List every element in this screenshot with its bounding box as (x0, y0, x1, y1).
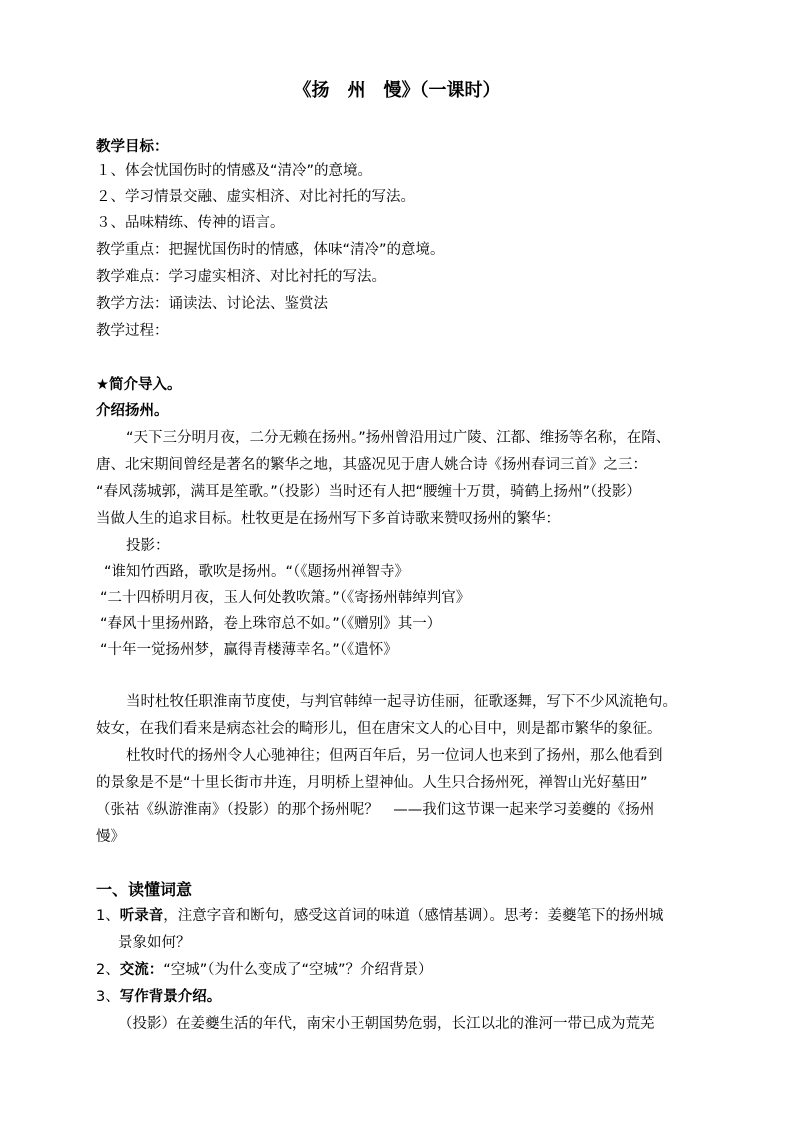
section-item (96, 906, 663, 926)
item-text: ，注意字音和断句，感受这首词的味道（感情基调）。思考：姜夔笔下的扬州城 (163, 908, 664, 924)
poem-quote: “谁知竹西路，歌吹是扬州。“（《题扬州禅智寺》 (104, 564, 410, 580)
item-number: 3、 (96, 989, 120, 1005)
item-number: 1、 (96, 908, 120, 924)
section-item-continuation: 景象如何？ (118, 935, 191, 951)
poem-quote: “二十四桥明月夜，玉人何处教吹箫。”（《寄扬州韩绰判官》 (100, 590, 471, 606)
intro-heading: ★简介导入。 (96, 377, 182, 393)
difficulty: 教学难点：学习虚实相济、对比衬托的写法。 (96, 269, 386, 285)
intro-paragraph-line: “春风荡城郭，满耳是笙歌。”（投影）当时还有人把“腰缠十万贯，骑鹤上扬州”（投影） (96, 484, 641, 500)
objectives-heading: 教学目标： (96, 139, 169, 155)
item-text: “空城”（为什么变成了“空城”？介绍背景） (163, 962, 433, 978)
section-heading: 一、读懂词意 (96, 880, 193, 899)
paragraph-line: 当时杜牧任职淮南节度使，与判官韩绰一起寻访佳丽，征歌逐舞，写下不少风流艳句。 (126, 694, 677, 710)
item-label: 交流： (119, 962, 164, 978)
page-title: 《扬 州 慢》（一课时） (293, 80, 501, 101)
paragraph-line: 杜牧时代的扬州令人心驰神往；但两百年后，另一位词人也来到了扬州，那么他看到 (126, 748, 663, 764)
intro-paragraph-line: 唐、北宋期间曾经是著名的繁华之地，其盛况见于唐人姚合诗《扬州春词三首》之三： (96, 457, 647, 473)
paragraph-line: 妓女，在我们看来是病态社会的畸形儿，但在唐宋文人的心目中，则是都市繁华的象征。 (96, 721, 662, 737)
intro-paragraph-line: “天下三分明月夜，二分无赖在扬州。”扬州曾沿用过广陵、江都、维扬等名称，在隋、 (126, 430, 671, 446)
objective-item: １、体会忧国伤时的情感及“清冷”的意境。 (96, 163, 373, 179)
item-label: 写作背景介绍。 (119, 989, 222, 1005)
paragraph-line: （张祜《纵游淮南》（投影）的那个扬州呢？ ——我们这节课一起来学习姜夔的《扬州 (96, 802, 655, 818)
item-number: 2、 (96, 962, 120, 978)
poem-quote: “春风十里扬州路，卷上珠帘总不如。”（《赠别》其一） (100, 616, 442, 632)
section-item (96, 960, 433, 980)
background-paragraph: （投影）在姜夔生活的年代，南宋小王朝国势危弱，长江以北的淮河一带已成为荒芜 (118, 1016, 655, 1032)
intro-subheading: 介绍扬州。 (96, 403, 169, 419)
teaching-process: 教学过程： (96, 323, 169, 339)
objective-item: ２、学习情景交融、虚实相济、对比衬托的写法。 (96, 189, 415, 205)
objective-item: ３、品味精练、传神的语言。 (96, 215, 285, 231)
key-point: 教学重点：把握忧国伤时的情感，体味“清冷”的意境。 (96, 242, 445, 258)
teaching-methods: 教学方法：诵读法、讨论法、鉴赏法 (96, 296, 328, 312)
projection-label: 投影： (126, 538, 170, 554)
poem-quote: “十年一觉扬州梦，赢得青楼薄幸名。”（《遣怀》 (100, 642, 398, 658)
item-label: 听录音 (119, 908, 164, 924)
section-item (96, 987, 221, 1007)
paragraph-line: 慢》 (96, 829, 125, 845)
paragraph-line: 的景象是不是“十里长街市井连，月明桥上望神仙。人生只合扬州死，禅智山光好墓田” (96, 775, 648, 791)
intro-paragraph-line: 当做人生的追求目标。杜牧更是在扬州写下多首诗歌来赞叹扬州的繁华： (96, 511, 560, 527)
